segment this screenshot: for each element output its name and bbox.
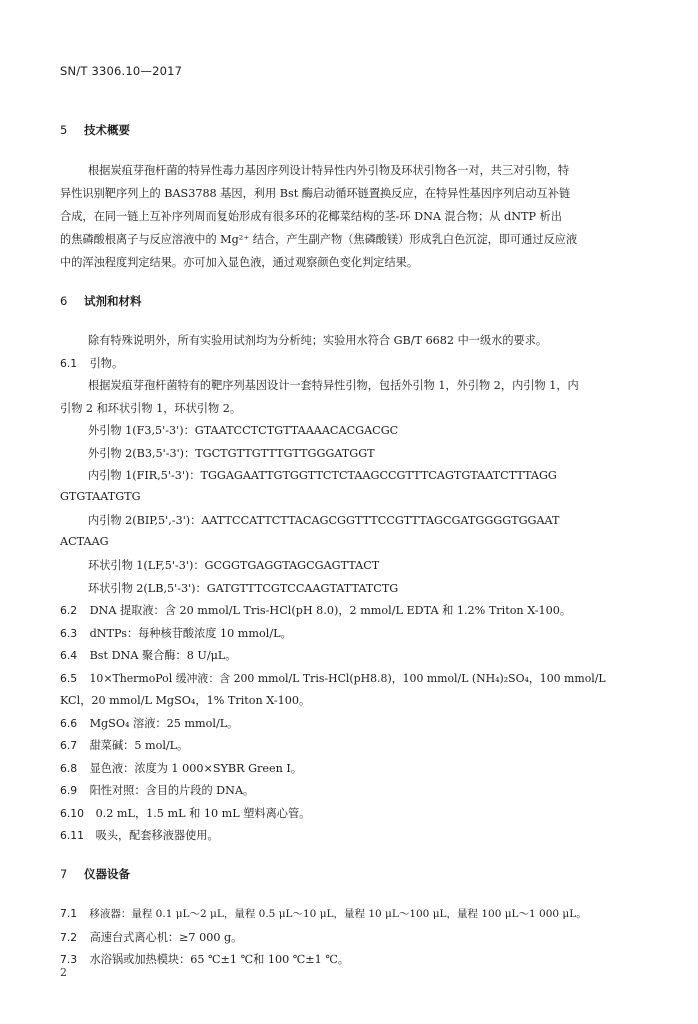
item-7-2 — [60, 929, 242, 945]
item-6-10 — [60, 805, 310, 821]
item-6-8 — [60, 760, 302, 776]
section-5-title: 技术概要 — [84, 123, 131, 137]
primer-bip-cont: ACTAAG — [60, 535, 109, 548]
item-text: 0.2 mL，1.5 mL 和 10 mL 塑料离心管。 — [95, 807, 311, 820]
item-text: 水浴锅或加热模块：65 ℃±1 ℃和 100 ℃±1 ℃。 — [89, 953, 350, 966]
primer-lf: 环状引物 1(LF,5'-3')：GCGGTGAGGTAGCGAGTTACT — [88, 559, 380, 572]
section-5-heading — [60, 122, 130, 138]
item-number: 6.5 — [60, 672, 78, 685]
item-text: 10×ThermoPol 缓冲液：含 200 mmol/L Tris-HCl(pH8.8)，100 mmol/L (NH₄)₂SO₄，100 mmol/L — [89, 672, 606, 685]
item-6-5-cont: KCl，20 mmol/L MgSO₄，1% Triton X-100。 — [60, 694, 311, 707]
item-text: DNA 提取液：含 20 mmol/L Tris-HCl(pH 8.0)，2 mmol/L EDTA 和 1.2% Triton X-100。 — [89, 604, 572, 617]
item-number: 7.3 — [60, 953, 78, 966]
primer-fir: 内引物 1(FIR,5'-3')：TGGAGAATTGTGGTTCTCTAAGCCGTTTCAGTGTAATCTTTAGG — [88, 469, 557, 482]
item-6-1 — [60, 355, 123, 371]
item-text: MgSO₄ 溶液：25 mmol/L。 — [89, 717, 239, 730]
item-text: 显色液：浓度为 1 000×SYBR Green Ⅰ。 — [89, 762, 302, 775]
sec5-line-3: 合成，在同一链上互补序列周而复始形成有很多环的花椰菜结构的茎-环 DNA 混合物；从 dNTP 析出 — [60, 210, 562, 223]
item-text: 移液器：量程 0.1 μL～2 μL，量程 0.5 μL～10 μL，量程 10 μL～100 μL，量程 100 μL～1 000 μL。 — [89, 908, 587, 920]
item-text: 吸头，配套移液器使用。 — [95, 829, 219, 842]
sec5-line-2: 异性识别靶序列上的 BAS3788 基因，利用 Bst 酶启动循环链置换反应，在特异性基因序列启动互补链 — [60, 187, 571, 200]
section-7-heading — [60, 866, 130, 882]
section-7-number: 7 — [60, 867, 68, 881]
item-number: 6.1 — [60, 357, 78, 370]
item-text: 甜菜碱：5 mol/L。 — [89, 739, 189, 752]
item-6-5 — [60, 670, 606, 686]
item-6-4 — [60, 647, 236, 663]
item-7-3 — [60, 951, 349, 967]
item-6-6 — [60, 715, 238, 731]
section-7-title: 仪器设备 — [84, 867, 131, 881]
section-6-number: 6 — [60, 294, 68, 308]
item-text: 高速台式离心机：≥7 000 g。 — [89, 931, 243, 944]
item-number: 6.3 — [60, 627, 78, 640]
primer-f3: 外引物 1(F3,5'-3')：GTAATCCTCTGTTAAAACACGACGC — [88, 424, 399, 437]
item-number: 6.6 — [60, 717, 78, 730]
item-7-1 — [60, 906, 587, 921]
item-number: 6.2 — [60, 604, 78, 617]
sec5-line-4: 的焦磷酸根离子与反应溶液中的 Mg²⁺ 结合，产生副产物（焦磷酸镁）形成乳白色沉淀，即可通过反应液 — [60, 233, 578, 246]
primer-fir-cont: GTGTAATGTG — [60, 490, 141, 503]
item-6-11 — [60, 827, 219, 843]
item-6-2 — [60, 602, 571, 618]
sec5-line-1: 根据炭疽芽孢杆菌的特异性毒力基因序列设计特异性内外引物及环状引物各一对，共三对引物，特 — [88, 164, 570, 177]
item-number: 7.2 — [60, 931, 78, 944]
item-number: 6.4 — [60, 649, 78, 662]
item-text: Bst DNA 聚合酶：8 U/μL。 — [89, 649, 237, 662]
section-6-title: 试剂和材料 — [84, 294, 142, 308]
item-number: 6.10 — [60, 807, 85, 820]
sec5-line-5: 中的浑浊程度判定结果。亦可加入显色液，通过观察颜色变化判定结果。 — [60, 256, 419, 269]
primer-b3: 外引物 2(B3,5'-3')：TGCTGTTGTTTGTTGGGATGGT — [88, 447, 375, 460]
primer-lb: 环状引物 2(LB,5'-3')：GATGTTTCGTCCAAGTATTATCTG — [88, 582, 399, 595]
item-6-7 — [60, 737, 188, 753]
item-number: 6.8 — [60, 762, 78, 775]
standard-number-header: SN/T 3306.10—2017 — [60, 64, 183, 78]
sec6-intro: 除有特殊说明外，所有实验用试剂均为分析纯；实验用水符合 GB/T 6682 中一级水的要求。 — [88, 334, 548, 347]
section-6-heading — [60, 293, 142, 309]
primer-bip: 内引物 2(BIP,5',-3')：AATTCCATTCTTACAGCGGTTTCCGTTTAGCGATGGGGTGGAAT — [88, 514, 560, 527]
primer-intro-line-2: 引物 2 和环状引物 1，环状引物 2。 — [60, 402, 242, 415]
item-text: 阳性对照：含目的片段的 DNA。 — [89, 784, 255, 797]
item-number: 7.1 — [60, 907, 78, 920]
section-5-number: 5 — [60, 123, 68, 137]
item-number: 6.7 — [60, 739, 78, 752]
page-number: 2 — [60, 966, 67, 979]
item-text: dNTPs：每种核苷酸浓度 10 mmol/L。 — [89, 627, 292, 640]
item-text: 引物。 — [89, 357, 124, 370]
item-number: 6.11 — [60, 829, 85, 842]
primer-intro-line-1: 根据炭疽芽孢杆菌特有的靶序列基因设计一套特异性引物，包括外引物 1，外引物 2，内引物 1，内 — [88, 379, 579, 392]
item-number: 6.9 — [60, 784, 78, 797]
item-6-9 — [60, 782, 254, 798]
item-6-3 — [60, 625, 292, 641]
